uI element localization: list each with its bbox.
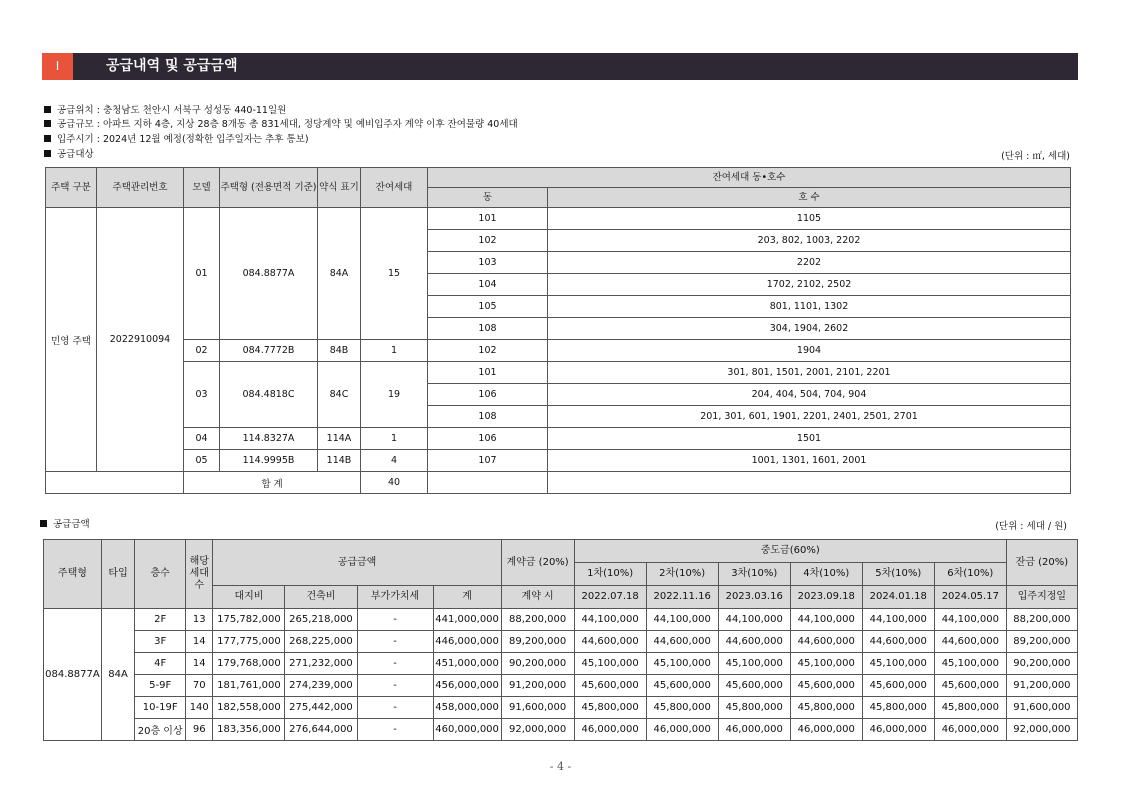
section-title: 공급내역 및 공급금액 [106,58,238,74]
header-type: 타입 [101,540,134,609]
blank-cell [46,472,184,494]
housing-type-cell: 084.8877A [220,208,318,340]
header-interim-col: 1차(10%) [574,563,646,586]
total-cell: 451,000,000 [433,653,501,675]
interim-cell: 44,600,000 [862,631,934,653]
info-target: 공급대상 [44,148,94,161]
interim-cell: 44,100,000 [862,609,934,631]
header-balance-when: 입주지정일 [1006,586,1077,609]
table-row [46,208,1071,230]
header-interim-col: 4차(10%) [790,563,862,586]
balance-cell: 91,600,000 [1006,697,1077,719]
deposit-cell: 92,000,000 [501,719,574,741]
header-interim: 중도금(60%) [574,540,1006,563]
header-deposit-when: 계약 시 [501,586,574,609]
supply-price-table [43,539,1078,741]
interim-cell: 46,000,000 [718,719,790,741]
interim-cell: 45,600,000 [862,675,934,697]
table-row [44,540,1078,563]
interim-cell: 45,100,000 [646,653,718,675]
interim-cell: 45,100,000 [574,653,646,675]
abbr-cell: 84C [318,362,361,428]
header-vat: 부가가치세 [357,586,433,609]
vat-cell: - [357,697,433,719]
interim-cell: 44,100,000 [934,609,1006,631]
interim-cell: 44,100,000 [574,609,646,631]
land-cell: 183,356,000 [213,719,285,741]
land-cell: 181,761,000 [213,675,285,697]
dong-cell: 106 [428,384,548,406]
header-ho: 호 수 [548,188,1071,208]
ho-cell: 301, 801, 1501, 2001, 2101, 2201 [548,362,1071,384]
interim-cell: 45,600,000 [718,675,790,697]
balance-cell: 88,200,000 [1006,609,1077,631]
land-cell: 175,782,000 [213,609,285,631]
land-cell: 182,558,000 [213,697,285,719]
deposit-cell: 91,600,000 [501,697,574,719]
section-number: Ⅰ [42,53,73,80]
total-cell: 456,000,000 [433,675,501,697]
header-house-type: 주택 구분 [46,168,97,208]
balance-cell: 92,000,000 [1006,719,1077,741]
interim-cell: 45,100,000 [718,653,790,675]
interim-cell: 46,000,000 [934,719,1006,741]
model-cell: 04 [184,428,220,450]
ho-cell: 801, 1101, 1302 [548,296,1071,318]
header-model: 모델 [184,168,220,208]
interim-cell: 46,000,000 [790,719,862,741]
table-row [44,609,1078,631]
interim-cell: 44,600,000 [574,631,646,653]
table-row [44,631,1078,653]
header-remaining: 잔여세대 [361,168,428,208]
ho-cell: 204, 404, 504, 704, 904 [548,384,1071,406]
header-remaining-units: 잔여세대 동•호수 [428,168,1071,188]
balance-cell: 89,200,000 [1006,631,1077,653]
dong-cell: 102 [428,230,548,252]
section-header [42,53,1078,80]
header-interim-date: 2023.03.16 [718,586,790,609]
header-units: 해당 세대수 [186,540,213,609]
floor-cell: 20층 이상 [135,719,186,741]
header-housing-type: 주택형 [44,540,102,609]
dong-cell: 101 [428,208,548,230]
header-balance: 잔금 (20%) [1006,540,1077,586]
bullet-square-icon [44,135,51,142]
header-interim-col: 2차(10%) [646,563,718,586]
supply-price-unit-note: (단위 : 세대 / 원) [995,521,1067,532]
abbr-cell: 84B [318,340,361,362]
interim-cell: 45,600,000 [790,675,862,697]
interim-cell: 45,800,000 [646,697,718,719]
vat-cell: - [357,653,433,675]
interim-cell: 44,100,000 [790,609,862,631]
info-scale: 공급규모 : 아파트 지하 4층, 지상 28층 8개동 총 831세대, 정당계약 및 예비입주자 계약 이후 잔여물량 40세대 [44,118,518,131]
supply-target-table [45,167,1071,494]
building-cell: 265,218,000 [285,609,357,631]
remaining-count-cell: 1 [361,340,428,362]
balance-cell: 91,200,000 [1006,675,1077,697]
table-row [44,697,1078,719]
header-price: 공급금액 [213,540,501,586]
table-row [46,472,1071,494]
model-cell: 01 [184,208,220,340]
table-row [46,428,1071,450]
total-cell: 441,000,000 [433,609,501,631]
mgmt-no-cell: 2022910094 [97,208,184,472]
total-cell: 460,000,000 [433,719,501,741]
table-row [46,168,1071,188]
ho-cell: 201, 301, 601, 1901, 2201, 2401, 2501, 2701 [548,406,1071,428]
interim-cell: 45,100,000 [862,653,934,675]
total-value-cell: 40 [361,472,428,494]
ho-cell: 2202 [548,252,1071,274]
building-cell: 276,644,000 [285,719,357,741]
supply-price-label: 공급금액 [40,518,90,531]
dong-cell: 104 [428,274,548,296]
housing-type-cell: 084.7772B [220,340,318,362]
house-type-cell: 민영 주택 [46,208,97,472]
ho-cell: 203, 802, 1003, 2202 [548,230,1071,252]
building-cell: 268,225,000 [285,631,357,653]
dong-cell: 105 [428,296,548,318]
floor-cell: 10-19F [135,697,186,719]
page-number: - 4 - [549,760,572,773]
header-floor: 층수 [135,540,186,609]
interim-cell: 45,600,000 [934,675,1006,697]
header-housing-type: 주택형 (전용면적 기준) [220,168,318,208]
header-interim-col: 3차(10%) [718,563,790,586]
abbr-cell: 114A [318,428,361,450]
table-row [44,653,1078,675]
model-cell: 02 [184,340,220,362]
ho-cell: 1702, 2102, 2502 [548,274,1071,296]
total-cell: 458,000,000 [433,697,501,719]
vat-cell: - [357,719,433,741]
remaining-count-cell: 1 [361,428,428,450]
floor-cell: 4F [135,653,186,675]
units-cell: 14 [186,653,213,675]
abbr-cell: 114B [318,450,361,472]
building-cell: 274,239,000 [285,675,357,697]
header-interim-col: 5차(10%) [862,563,934,586]
units-cell: 70 [186,675,213,697]
header-deposit: 계약금 (20%) [501,540,574,586]
header-total: 계 [433,586,501,609]
land-cell: 179,768,000 [213,653,285,675]
dong-cell: 103 [428,252,548,274]
units-cell: 140 [186,697,213,719]
interim-cell: 44,100,000 [718,609,790,631]
building-cell: 271,232,000 [285,653,357,675]
interim-cell: 44,600,000 [790,631,862,653]
ho-cell: 304, 1904, 2602 [548,318,1071,340]
vat-cell: - [357,609,433,631]
ho-cell: 1105 [548,208,1071,230]
dong-cell: 107 [428,450,548,472]
interim-cell: 45,800,000 [718,697,790,719]
floor-cell: 2F [135,609,186,631]
remaining-count-cell: 19 [361,362,428,428]
dong-cell: 102 [428,340,548,362]
dong-cell: 108 [428,318,548,340]
header-building: 건축비 [285,586,357,609]
floor-cell: 5-9F [135,675,186,697]
abbr-cell: 84A [318,208,361,340]
header-interim-date: 2024.05.17 [934,586,1006,609]
header-interim-date: 2023.09.18 [790,586,862,609]
interim-cell: 44,600,000 [646,631,718,653]
table-row [44,719,1078,741]
header-interim-date: 2022.11.16 [646,586,718,609]
housing-type-cell: 114.9995B [220,450,318,472]
blank-cell [548,472,1071,494]
ho-cell: 1501 [548,428,1071,450]
info-move-in: 입주시기 : 2024년 12월 예정(정확한 입주일자는 추후 통보) [44,133,309,146]
deposit-cell: 91,200,000 [501,675,574,697]
units-cell: 14 [186,631,213,653]
vat-cell: - [357,631,433,653]
remaining-count-cell: 15 [361,208,428,340]
total-cell: 446,000,000 [433,631,501,653]
bullet-square-icon [44,150,51,157]
vat-cell: - [357,675,433,697]
ho-cell: 1904 [548,340,1071,362]
deposit-cell: 88,200,000 [501,609,574,631]
info-location: 공급위치 : 충청남도 천안시 서북구 성성동 440-11일원 [44,104,286,117]
housing-type-cell: 084.8877A [44,609,102,741]
land-cell: 177,775,000 [213,631,285,653]
header-land: 대지비 [213,586,285,609]
interim-cell: 46,000,000 [574,719,646,741]
model-cell: 03 [184,362,220,428]
ho-cell: 1001, 1301, 1601, 2001 [548,450,1071,472]
table-row [46,362,1071,384]
table-row [46,340,1071,362]
header-interim-date: 2022.07.18 [574,586,646,609]
units-cell: 96 [186,719,213,741]
interim-cell: 45,600,000 [646,675,718,697]
header-interim-col: 6차(10%) [934,563,1006,586]
interim-cell: 45,800,000 [934,697,1006,719]
interim-cell: 45,800,000 [790,697,862,719]
remaining-count-cell: 4 [361,450,428,472]
dong-cell: 101 [428,362,548,384]
bullet-square-icon [40,520,47,527]
table-row [46,450,1071,472]
header-mgmt-no: 주택관리번호 [97,168,184,208]
bullet-square-icon [44,106,51,113]
supply-target-unit-note: (단위 : ㎡, 세대) [1001,151,1070,162]
interim-cell: 44,600,000 [934,631,1006,653]
header-interim-date: 2024.01.18 [862,586,934,609]
deposit-cell: 89,200,000 [501,631,574,653]
deposit-cell: 90,200,000 [501,653,574,675]
units-cell: 13 [186,609,213,631]
type-cell: 84A [101,609,134,741]
table-row [44,675,1078,697]
interim-cell: 45,600,000 [574,675,646,697]
header-dong: 동 [428,188,548,208]
dong-cell: 108 [428,406,548,428]
interim-cell: 45,800,000 [574,697,646,719]
dong-cell: 106 [428,428,548,450]
interim-cell: 45,800,000 [862,697,934,719]
model-cell: 05 [184,450,220,472]
building-cell: 275,442,000 [285,697,357,719]
interim-cell: 44,600,000 [718,631,790,653]
bullet-square-icon [44,120,51,127]
interim-cell: 45,100,000 [790,653,862,675]
interim-cell: 46,000,000 [646,719,718,741]
housing-type-cell: 114.8327A [220,428,318,450]
total-label-cell: 합 계 [184,472,361,494]
interim-cell: 45,100,000 [934,653,1006,675]
floor-cell: 3F [135,631,186,653]
header-abbr: 약식 표기 [318,168,361,208]
blank-cell [428,472,548,494]
balance-cell: 90,200,000 [1006,653,1077,675]
interim-cell: 46,000,000 [862,719,934,741]
interim-cell: 44,100,000 [646,609,718,631]
housing-type-cell: 084.4818C [220,362,318,428]
